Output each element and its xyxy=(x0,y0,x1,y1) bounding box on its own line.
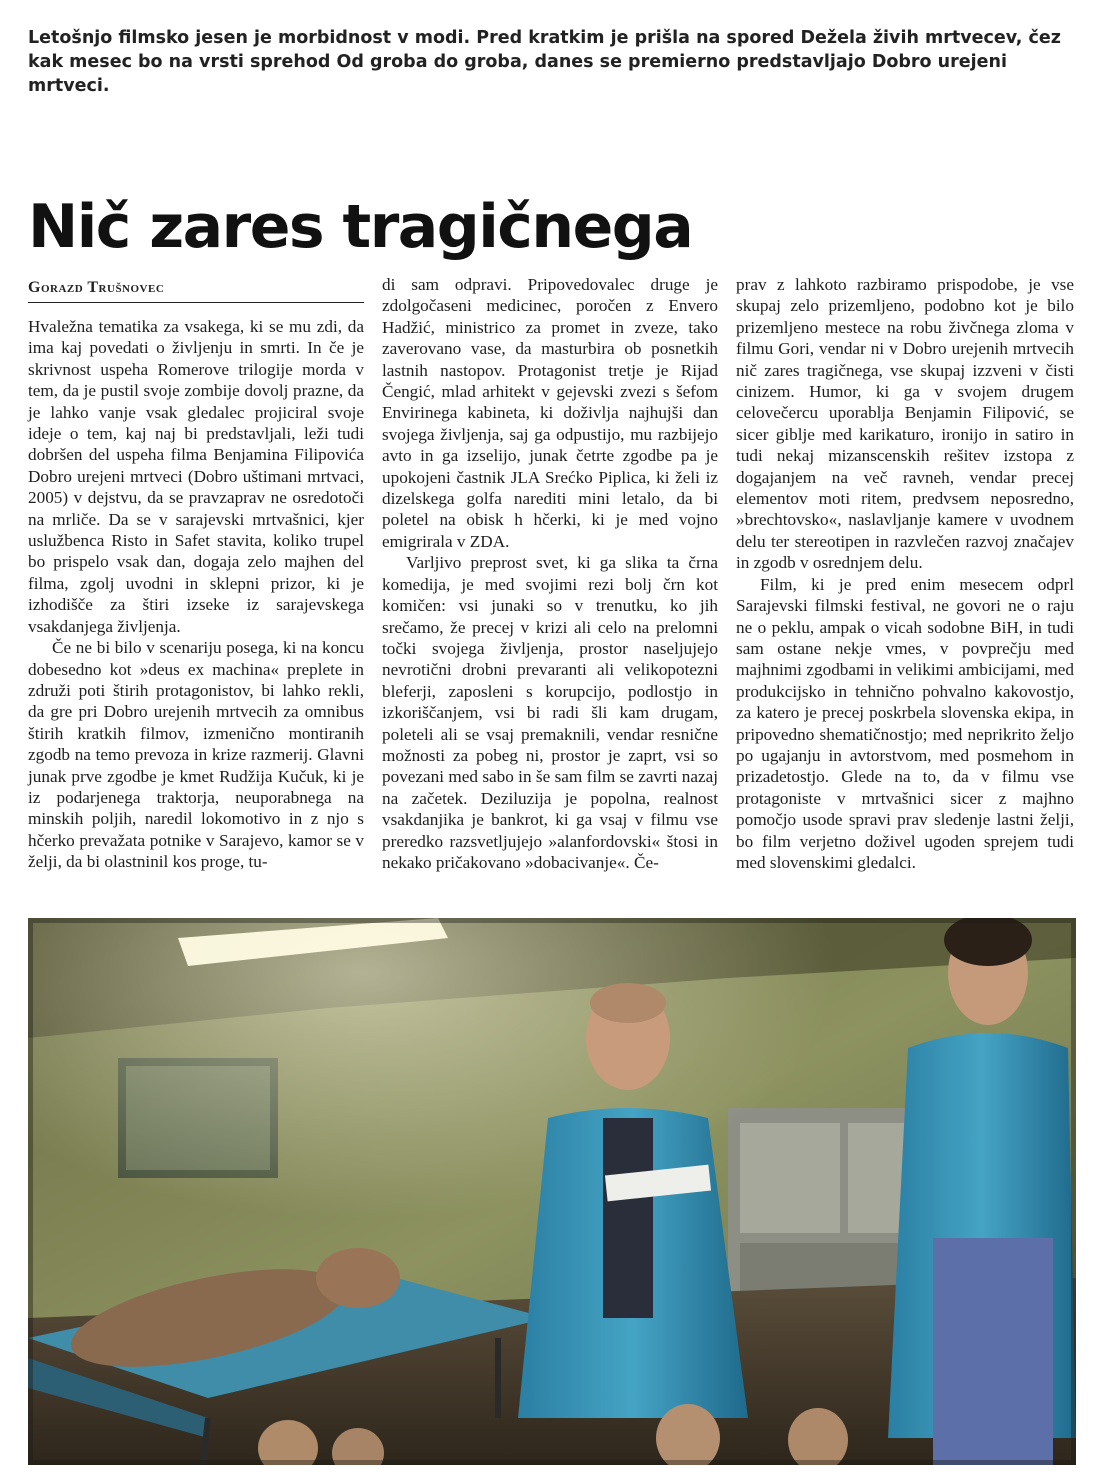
paragraph: prav z lahkoto razbiramo prispodobe, je vse skupaj zelo prizemljeno, podobno kot je bilo prizemljeno mestece na robu živčnega zloma v filmu Gori, vendar ni v Dobro urejenih mrtvecih nič zares tragičnega, vse skupaj izzveni v čisti cinizem. Humor, ki ga v svojem drugem celovečercu uporablja Benjamin Filipović, se sicer giblje med karikaturo, ironijo in satiro in tudi nekaj mizanscenskih rešitev izstopa z dogajanjem na več ravneh, vendar precej elementov moti ritem, predvsem neposredno, »brechtovsko«, naslavljanje kamere v uvodnem delu ter stereotipen in razvlečen razvoj značajev in zgodb v osrednjem delu. xyxy=(736,275,1074,573)
article-column-2 xyxy=(382,274,718,873)
lead-paragraph: Letošnjo filmsko jesen je morbidnost v modi. Pred kratkim je prišla na spored Dežela živih mrtvecev, čez kak mesec bo na vrsti sprehod Od groba do groba, danes se premierno predstavljajo Dobro urejeni mrtveci. xyxy=(28,28,1061,96)
article-column-3 xyxy=(736,274,1074,873)
headline: Nič zares tragičnega xyxy=(28,192,693,262)
byline: Gorazd Trušnovec xyxy=(28,278,364,303)
article-column-1 xyxy=(28,316,364,873)
film-still-photo xyxy=(28,918,1076,1465)
paragraph: Hvaležna tematika za vsakega, ki se mu zdi, da ima kaj povedati o življenju in smrti. In če je skrivnost uspeha Romerove trilogije morda v tem, da je pustil svoje zombije dovolj prazne, da je lahko vanje vsak gledalec projiciral svoje ideje o tem, kaj naj bi predstavljali, leži tudi dobršen del uspeha filma Benjamina Filipovića Dobro urejeni mrtveci (Dobro uštimani mrtvaci, 2005) v dejstvu, da se pravzaprav ne osredotoči na mrliče. Da se v sarajevski mrtvašnici, kjer uslužbenca Risto in Safet stavita, koliko trupel bo prispelo vsak dan, dogaja zelo majhen del filma, zgolj uvodni in sklepni prizor, ki je izhodišče za štiri izseke iz sarajevskega vsakdanjega življenja. xyxy=(28,317,364,636)
paragraph: Film, ki je pred enim mesecem odprl Sarajevski filmski festival, ne govori ne o raju ne o peklu, ampak o vicah sodobne BiH, in tudi sam ostane nekje vmes, v povprečju med majhnimi zgodbami in velikimi ambicijami, med produkcijsko in tehnično pohvalno kakovostjo, za katero je precej poskrbela slovenska ekipa, in pripovedno shematičnostjo; med neprikrito željo po ugajanju in avtorstvom, med posmehom in prizadetostjo. Glede na to, da v filmu vse protagoniste v mrtvašnici sicer z majhno pomočjo usode spravi prav sledenje lastni želji, bo film verjetno doživel ugoden sprejem tudi med slovenskimi gledalci. xyxy=(736,574,1074,872)
paragraph: di sam odpravi. Pripovedovalec druge je zdolgočaseni medicinec, poročen z Envero Hadžić, ministrico za promet in zveze, tako zaverovano vase, da masturbira ob posnetkih lastnih nastopov. Protagonist tretje je Rijad Čengić, mlad arhitekt v gejevski zvezi s šefom Envirinega kabineta, ki doživlja najhujši dan svojega življenja, saj ga odpustijo, mu razbijejo avto in ga izselijo, junak četrte zgodbe pa je upokojeni častnik JLA Srećko Piplica, ki želi iz dizelskega golfa narediti mini letalo, da bi poletel na obisk h hčerki, ki je med vojno emigrirala v ZDA. xyxy=(382,275,718,551)
paragraph: Če ne bi bilo v scenariju posega, ki na koncu dobesedno kot »deus ex machina« preplete in združi poti štirih protagonistov, bi lahko rekli, da gre pri Dobro urejenih mrtvecih za omnibus štirih kratkih filmov, izmenično montiranih zgodb na temo prevoza in krize razmerij. Glavni junak prve zgodbe je kmet Rudžija Kučuk, ki je iz podarjenega traktorja, neuporabnega na minskih poljih, naredil lokomotivo in z njo s hčerko prevažata potnike v Sarajevo, kamor se v želji, da bi olastninil kos proge, tu- xyxy=(28,638,364,872)
paragraph: Varljivo preprost svet, ki ga slika ta črna komedija, je med svojimi rezi bolj črn kot komičen: vsi junaki so v trenutku, ko jih srečamo, že precej v krizi ali celo na prelomni točki svojega življenja, prostor naseljujejo nevrotični drobni prevaranti ali velikopotezni bleferji, zaposleni s korupcijo, podlostjo in izkoriščanjem, vsi bi radi šli kam drugam, poleteli ali se vsaj premaknili, vendar resnične možnosti za pobeg ni, prostor je zaprt, vsi so povezani med sabo in še sam film se zavrti nazaj na začetek. Deziluzija je popolna, realnost vsakdanjika je bankrot, ki ga vsaj v filmu vse preredko razsvetljujejo »alanfordovski« štosi in nekako pričakovano »dobacivanje«. Če- xyxy=(382,553,718,872)
